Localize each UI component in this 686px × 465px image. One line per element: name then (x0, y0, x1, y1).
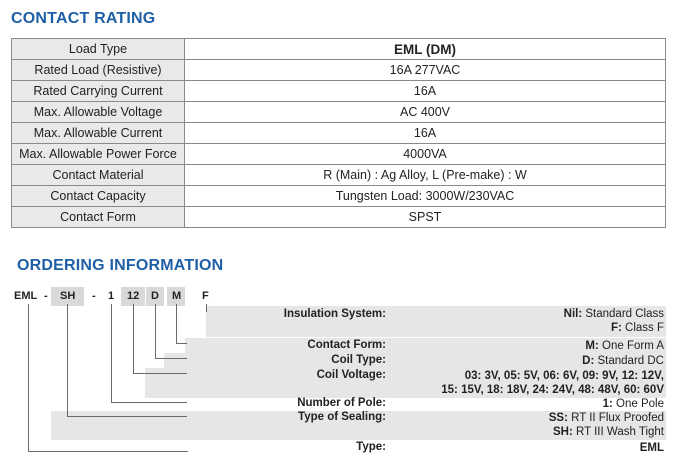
connector-line-pole (111, 304, 112, 402)
voltage-line: 15: 15V, 18: 18V, 24: 24V, 48: 48V, 60: 60V (441, 384, 664, 396)
rating-label: Rated Carrying Current (12, 81, 185, 102)
value-text: RT III Wash Tight (572, 426, 664, 438)
connector-line-contact-form (176, 304, 177, 343)
value-text: Class F (621, 322, 664, 334)
row-value (441, 369, 664, 397)
value-text: Standard DC (594, 355, 664, 367)
table-row (12, 60, 666, 81)
voltage-line: 03: 3V, 05: 5V, 06: 6V, 09: 9V, 12: 12V, (464, 370, 664, 382)
value-code: F: (610, 322, 622, 334)
row-label: Insulation System: (283, 308, 386, 320)
code-dash: - (44, 290, 48, 302)
rating-value: 4000VA (185, 144, 666, 165)
row-value (585, 339, 664, 353)
code-contact-form: M (172, 290, 182, 302)
rating-value: EML (DM) (185, 39, 666, 60)
rating-label: Contact Material (12, 165, 185, 186)
rating-value: SPST (185, 207, 666, 228)
row-label: Number of Pole: (297, 397, 386, 409)
rating-label: Rated Load (Resistive) (12, 60, 185, 81)
code-insulation: F (202, 290, 209, 302)
rating-value: R (Main) : Ag Alloy, L (Pre-make) : W (185, 165, 666, 186)
value-text: Standard Class (582, 308, 664, 320)
table-row (12, 102, 666, 123)
table-row (12, 207, 666, 228)
value-text: One Pole (612, 398, 664, 410)
rating-label: Max. Allowable Current (12, 123, 185, 144)
value-code: SS: (548, 412, 568, 424)
connector-line-insulation (206, 304, 207, 312)
connector-line-coil-type (155, 304, 156, 358)
row-label: Contact Form: (307, 339, 386, 351)
value-text: RT II Flux Proofed (567, 412, 664, 424)
value-code: SH: (553, 426, 573, 438)
connector-line-pole (111, 402, 187, 403)
code-coil-type: D (151, 290, 159, 302)
table-row (12, 165, 666, 186)
ordering-information-title: ORDERING INFORMATION (17, 257, 224, 274)
rating-label: Load Type (12, 39, 185, 60)
value-text: One Form A (598, 340, 664, 352)
connector-line-voltage (133, 304, 134, 373)
value-code: M: (585, 340, 599, 352)
ordering-row-contact-form (0, 338, 686, 353)
row-value (549, 411, 664, 439)
connector-line-voltage (133, 373, 187, 374)
rating-label: Contact Capacity (12, 186, 185, 207)
table-row (12, 81, 666, 102)
row-value (603, 397, 664, 411)
row-value (640, 441, 664, 455)
table-row (12, 39, 666, 60)
rating-label: Contact Form (12, 207, 185, 228)
value-code: 1: (602, 398, 613, 410)
rating-value: AC 400V (185, 102, 666, 123)
table-row (12, 123, 666, 144)
code-sealing: SH (60, 290, 76, 302)
table-row (12, 144, 666, 165)
ordering-row-coil-voltage (0, 368, 686, 398)
table-row (12, 186, 666, 207)
connector-line-type (28, 304, 29, 452)
ordering-row-coil-type (0, 353, 686, 368)
code-dash: - (92, 290, 96, 302)
value-code: EML (639, 442, 664, 454)
connector-line-sealing (67, 416, 187, 417)
value-code: D: (582, 355, 595, 367)
ordering-row-insulation (0, 306, 686, 337)
contact-rating-table (11, 38, 666, 228)
ordering-row-type (0, 441, 686, 456)
rating-value: 16A (185, 81, 666, 102)
value-code: Nil: (563, 308, 583, 320)
connector-line-contact-form (176, 343, 187, 344)
connector-line-coil-type (155, 358, 187, 359)
code-type: EML (14, 290, 38, 302)
row-label: Type: (356, 441, 386, 453)
rating-value: 16A 277VAC (185, 60, 666, 81)
rating-value: Tungsten Load: 3000W/230VAC (185, 186, 666, 207)
row-label: Type of Sealing: (298, 411, 386, 423)
connector-line-sealing (67, 304, 68, 416)
rating-label: Max. Allowable Voltage (12, 102, 185, 123)
code-voltage: 12 (127, 290, 140, 302)
ordering-row-pole (0, 397, 686, 411)
row-value (564, 307, 664, 335)
contact-rating-title: CONTACT RATING (11, 10, 156, 27)
row-label: Coil Voltage: (316, 369, 386, 381)
rating-label: Max. Allowable Power Force (12, 144, 185, 165)
row-value (582, 354, 664, 368)
row-label: Coil Type: (331, 354, 386, 366)
rating-value: 16A (185, 123, 666, 144)
connector-line-type (28, 451, 188, 452)
code-pole: 1 (108, 290, 115, 302)
